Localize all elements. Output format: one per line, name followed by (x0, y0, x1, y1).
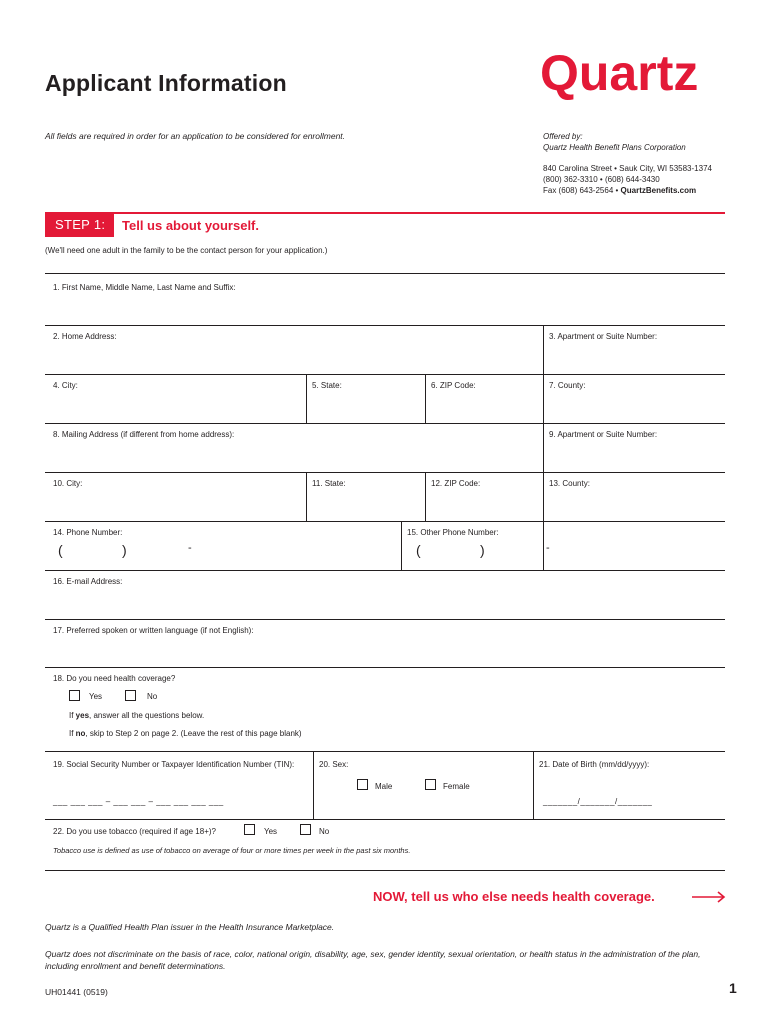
step-label: STEP 1: (45, 213, 114, 237)
phone-dash: - (188, 542, 192, 554)
field-coverage-label: 18. Do you need health coverage? (53, 674, 176, 683)
divider (45, 423, 725, 424)
coverage-yes-label: Yes (89, 692, 103, 701)
contact-info (543, 163, 712, 196)
field-email-label: 16. E-mail Address: (53, 577, 123, 586)
ssn-blank[interactable]: ___ ___ ___ – ___ ___ – ___ ___ ___ ___ (53, 797, 224, 806)
fax-line (543, 185, 712, 196)
tobacco-note: Tobacco use is defined as use of tobacco on average of four or more times per week in the past six months. (53, 846, 411, 855)
field-apartment-label: 3. Apartment or Suite Number: (549, 332, 658, 341)
arrow-right-icon (692, 890, 726, 904)
if-text: If (69, 729, 76, 738)
yes-word: yes (75, 711, 90, 720)
field-zip-label: 6. ZIP Code: (431, 381, 476, 390)
offered-by-name: Quartz Health Benefit Plans Corporation (543, 143, 686, 152)
no-rest: , skip to Step 2 on page 2. (Leave the rest of this page blank) (85, 729, 302, 738)
divider (543, 325, 544, 423)
tobacco-no-checkbox[interactable] (300, 824, 311, 835)
divider (45, 819, 725, 820)
divider (543, 423, 544, 570)
tobacco-yes-checkbox[interactable] (244, 824, 255, 835)
offered-by (543, 131, 686, 153)
field-ssn-label: 19. Social Security Number or Taxpayer Identification Number (TIN): (53, 760, 295, 769)
divider (425, 472, 426, 521)
step-title: Tell us about yourself. (122, 218, 260, 233)
field-mailing-address-label: 8. Mailing Address (if different from home address): (53, 430, 235, 439)
field-dob-label: 21. Date of Birth (mm/dd/yyyy): (539, 760, 650, 769)
divider (425, 374, 426, 423)
other-phone-dash: - (546, 542, 550, 554)
page-number: 1 (729, 980, 737, 996)
next-step-callout: NOW, tell us who else needs health coverage. (373, 889, 655, 904)
sex-male-label: Male (375, 782, 393, 791)
divider (45, 374, 725, 375)
field-mailing-city-label: 10. City: (53, 479, 83, 488)
field-county-label: 7. County: (549, 381, 586, 390)
field-mailing-county-label: 13. County: (549, 479, 590, 488)
tobacco-yes-label: Yes (264, 827, 278, 836)
divider (45, 273, 725, 274)
quartz-logo (540, 40, 728, 108)
yes-rest: , answer all the questions below. (89, 711, 205, 720)
field-mailing-apartment-label: 9. Apartment or Suite Number: (549, 430, 658, 439)
field-name-label: 1. First Name, Middle Name, Last Name and Suffix: (53, 283, 236, 292)
nondiscrimination-statement: Quartz does not discriminate on the basis of race, color, national origin, disability, age, sex, gender identity, sexual orientation, or health status in the administration of the plan, including enrollment and benefit determinations. (45, 949, 701, 971)
divider (533, 751, 534, 819)
coverage-yes-instruction (69, 711, 204, 720)
dob-blank[interactable]: _______/_______/_______ (543, 797, 653, 806)
divider (306, 374, 307, 423)
field-mailing-state-label: 11. State: (312, 479, 346, 488)
field-mailing-zip-label: 12. ZIP Code: (431, 479, 481, 488)
phone-area-close: ) (122, 542, 127, 558)
step-note: (We'll need one adult in the family to be the contact person for your application.) (45, 246, 328, 255)
sex-female-checkbox[interactable] (425, 779, 436, 790)
divider (45, 325, 725, 326)
page-title: Applicant Information (45, 70, 287, 96)
field-home-address-label: 2. Home Address: (53, 332, 117, 341)
field-state-label: 5. State: (312, 381, 342, 390)
tobacco-no-label: No (319, 827, 330, 836)
logo-text: Quartz (540, 45, 699, 101)
coverage-no-instruction (69, 729, 302, 738)
other-phone-area-open: ( (416, 542, 421, 558)
coverage-yes-checkbox[interactable] (69, 690, 80, 701)
divider (45, 870, 725, 871)
form-number: UH01441 (0519) (45, 987, 108, 997)
fax-text: Fax (608) 643-2564 • (543, 186, 621, 195)
coverage-no-label: No (147, 692, 158, 701)
step-divider (45, 212, 725, 214)
field-language-label: 17. Preferred spoken or written language (if not English): (53, 626, 254, 635)
field-other-phone-label: 15. Other Phone Number: (407, 528, 499, 537)
divider (45, 751, 725, 752)
coverage-no-checkbox[interactable] (125, 690, 136, 701)
field-sex-label: 20. Sex: (319, 760, 349, 769)
if-text: If (69, 711, 76, 720)
phone-area-open: ( (58, 542, 63, 558)
field-phone-label: 14. Phone Number: (53, 528, 123, 537)
divider (45, 619, 725, 620)
address-line: 840 Carolina Street • Sauk City, WI 53583-1374 (543, 164, 712, 173)
other-phone-area-close: ) (480, 542, 485, 558)
divider (45, 472, 725, 473)
field-tobacco-label: 22. Do you use tobacco (required if age 18+)? (53, 827, 216, 836)
sex-female-label: Female (443, 782, 470, 791)
sex-male-checkbox[interactable] (357, 779, 368, 790)
divider (313, 751, 314, 819)
divider (45, 521, 725, 522)
divider (45, 667, 725, 668)
field-city-label: 4. City: (53, 381, 78, 390)
divider (45, 570, 725, 571)
website-link[interactable]: QuartzBenefits.com (620, 186, 697, 195)
divider (401, 521, 402, 570)
phone-line: (800) 362-3310 • (608) 644-3430 (543, 175, 660, 184)
qhp-statement: Quartz is a Qualified Health Plan issuer in the Health Insurance Marketplace. (45, 922, 335, 932)
page-subtitle: All fields are required in order for an application to be considered for enrollment. (45, 131, 346, 141)
divider (306, 472, 307, 521)
offered-by-label: Offered by: (543, 132, 583, 141)
no-word: no (75, 729, 86, 738)
